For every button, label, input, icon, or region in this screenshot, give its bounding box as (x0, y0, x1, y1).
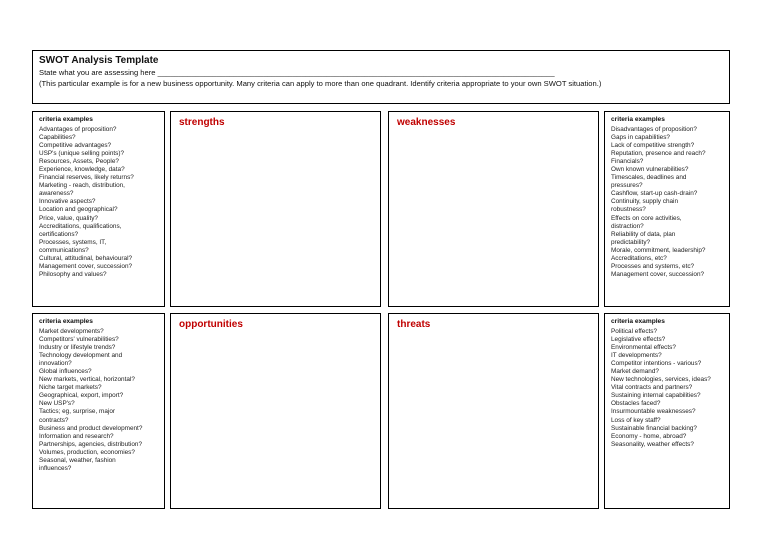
weaknesses-title: weaknesses (397, 117, 456, 128)
criteria-item: certifications? (39, 230, 79, 238)
criteria-item: Accreditations, qualifications, (39, 222, 122, 230)
criteria-item: Price, value, quality? (39, 214, 98, 222)
criteria-heading: criteria examples (39, 116, 93, 123)
criteria-item: New markets, vertical, horizontal? (39, 376, 135, 384)
criteria-item: Morale, commitment, leadership? (611, 246, 706, 254)
criteria-item: Obstacles faced? (611, 400, 661, 408)
criteria-item: distraction? (611, 222, 644, 230)
criteria-item: Advantages of proposition? (39, 126, 117, 133)
criteria-item: communications? (39, 246, 89, 254)
criteria-item: Insurmountable weaknesses? (611, 408, 696, 416)
criteria-heading: criteria examples (39, 318, 93, 325)
criteria-item: Volumes, production, economies? (39, 448, 135, 456)
strengths-criteria-list (39, 126, 158, 279)
criteria-item: Management cover, succession? (611, 270, 705, 278)
criteria-item: influences? (39, 464, 72, 472)
criteria-item: robustness? (611, 206, 646, 214)
criteria-item: Market developments? (39, 328, 104, 335)
criteria-item: Disadvantages of proposition? (611, 126, 697, 133)
assess-line: State what you are assessing here ______________________________________________________________________________________________ (39, 68, 555, 77)
criteria-item: awareness? (39, 190, 74, 198)
strengths-title: strengths (179, 117, 225, 128)
criteria-item: Loss of key staff? (611, 416, 661, 424)
threats-criteria-list (611, 328, 723, 449)
criteria-item: Cultural, attitudinal, behavioural? (39, 254, 133, 262)
criteria-item: Lack of competitive strength? (611, 142, 695, 150)
criteria-item: Seasonality, weather effects? (611, 440, 694, 448)
criteria-item: Legislative effects? (611, 336, 666, 344)
opportunities-criteria-list (39, 328, 158, 473)
criteria-item: Environmental effects? (611, 344, 676, 352)
criteria-item: Niche target markets? (39, 384, 102, 392)
criteria-item: contracts? (39, 416, 69, 424)
criteria-item: Vital contracts and partners? (611, 384, 693, 392)
criteria-item: Experience, knowledge, data? (39, 166, 125, 174)
criteria-item: Reliability of data, plan (611, 230, 676, 238)
criteria-item: Resources, Assets, People? (39, 158, 119, 166)
criteria-item: Management cover, succession? (39, 262, 133, 270)
criteria-item: USP's (unique selling points)? (39, 150, 125, 158)
criteria-heading: criteria examples (611, 318, 665, 325)
criteria-item: Sustaining internal capabilities? (611, 392, 701, 400)
criteria-item: New technologies, services, ideas? (611, 376, 711, 384)
criteria-item: Technology development and (39, 352, 123, 360)
criteria-item: Seasonal, weather, fashion (39, 456, 116, 464)
criteria-item: Business and product development? (39, 424, 143, 432)
criteria-item: Financials? (611, 158, 644, 166)
page-title: SWOT Analysis Template (39, 55, 159, 66)
threats-criteria-panel (604, 313, 730, 509)
criteria-item: pressures? (611, 182, 643, 190)
criteria-item: Reputation, presence and reach? (611, 150, 706, 158)
strengths-criteria-panel (32, 111, 165, 307)
criteria-item: Processes and systems, etc? (611, 262, 695, 270)
criteria-item: Industry or lifestyle trends? (39, 344, 116, 352)
criteria-item: Economy - home, abroad? (611, 432, 687, 440)
criteria-item: Processes, systems, IT, (39, 238, 107, 246)
weaknesses-criteria-list (611, 126, 723, 279)
criteria-item: Partnerships, agencies, distribution? (39, 440, 143, 448)
criteria-heading: criteria examples (611, 116, 665, 123)
criteria-item: innovation? (39, 360, 72, 368)
criteria-item: Accreditations, etc? (611, 254, 667, 262)
criteria-item: Competitors' vulnerabilities? (39, 336, 119, 344)
criteria-item: Philosophy and values? (39, 270, 107, 278)
strengths-quadrant[interactable] (170, 111, 381, 307)
criteria-item: Location and geographical? (39, 206, 118, 214)
criteria-item: New USP's? (39, 400, 75, 408)
criteria-item: Geographical, export, import? (39, 392, 124, 400)
threats-quadrant[interactable] (388, 313, 599, 509)
criteria-item: predictability? (611, 238, 651, 246)
opportunities-quadrant[interactable] (170, 313, 381, 509)
criteria-item: Sustainable financial backing? (611, 424, 697, 432)
criteria-item: Global influences? (39, 368, 92, 376)
template-note: (This particular example is for a new business opportunity. Many criteria can apply to more than one quadrant. Identify criteria appropriate to your own SWOT situation.) (39, 79, 602, 88)
criteria-item: Competitive advantages? (39, 142, 112, 150)
criteria-item: Financial reserves, likely returns? (39, 174, 134, 182)
criteria-item: Marketing - reach, distribution, (39, 182, 125, 190)
threats-title: threats (397, 319, 431, 330)
criteria-item: IT developments? (611, 352, 662, 360)
criteria-item: Information and research? (39, 432, 114, 440)
criteria-item: Cashflow, start-up cash-drain? (611, 190, 698, 198)
criteria-item: Continuity, supply chain (611, 198, 679, 206)
criteria-item: Market demand? (611, 368, 659, 376)
criteria-item: Gaps in capabilities? (611, 134, 670, 142)
criteria-item: Tactics; eg, surprise, major (39, 408, 116, 416)
criteria-item: Political effects? (611, 328, 658, 335)
weaknesses-criteria-panel (604, 111, 730, 307)
criteria-item: Capabilities? (39, 134, 76, 142)
opportunities-criteria-panel (32, 313, 165, 509)
criteria-item: Competitor intentions - various? (611, 360, 702, 368)
criteria-item: Innovative aspects? (39, 198, 96, 206)
criteria-item: Effects on core activities, (611, 214, 682, 222)
opportunities-title: opportunities (179, 319, 243, 330)
criteria-item: Own known vulnerabilities? (611, 166, 689, 174)
template-header (32, 50, 730, 104)
criteria-item: Timescales, deadlines and (611, 174, 687, 182)
weaknesses-quadrant[interactable] (388, 111, 599, 307)
